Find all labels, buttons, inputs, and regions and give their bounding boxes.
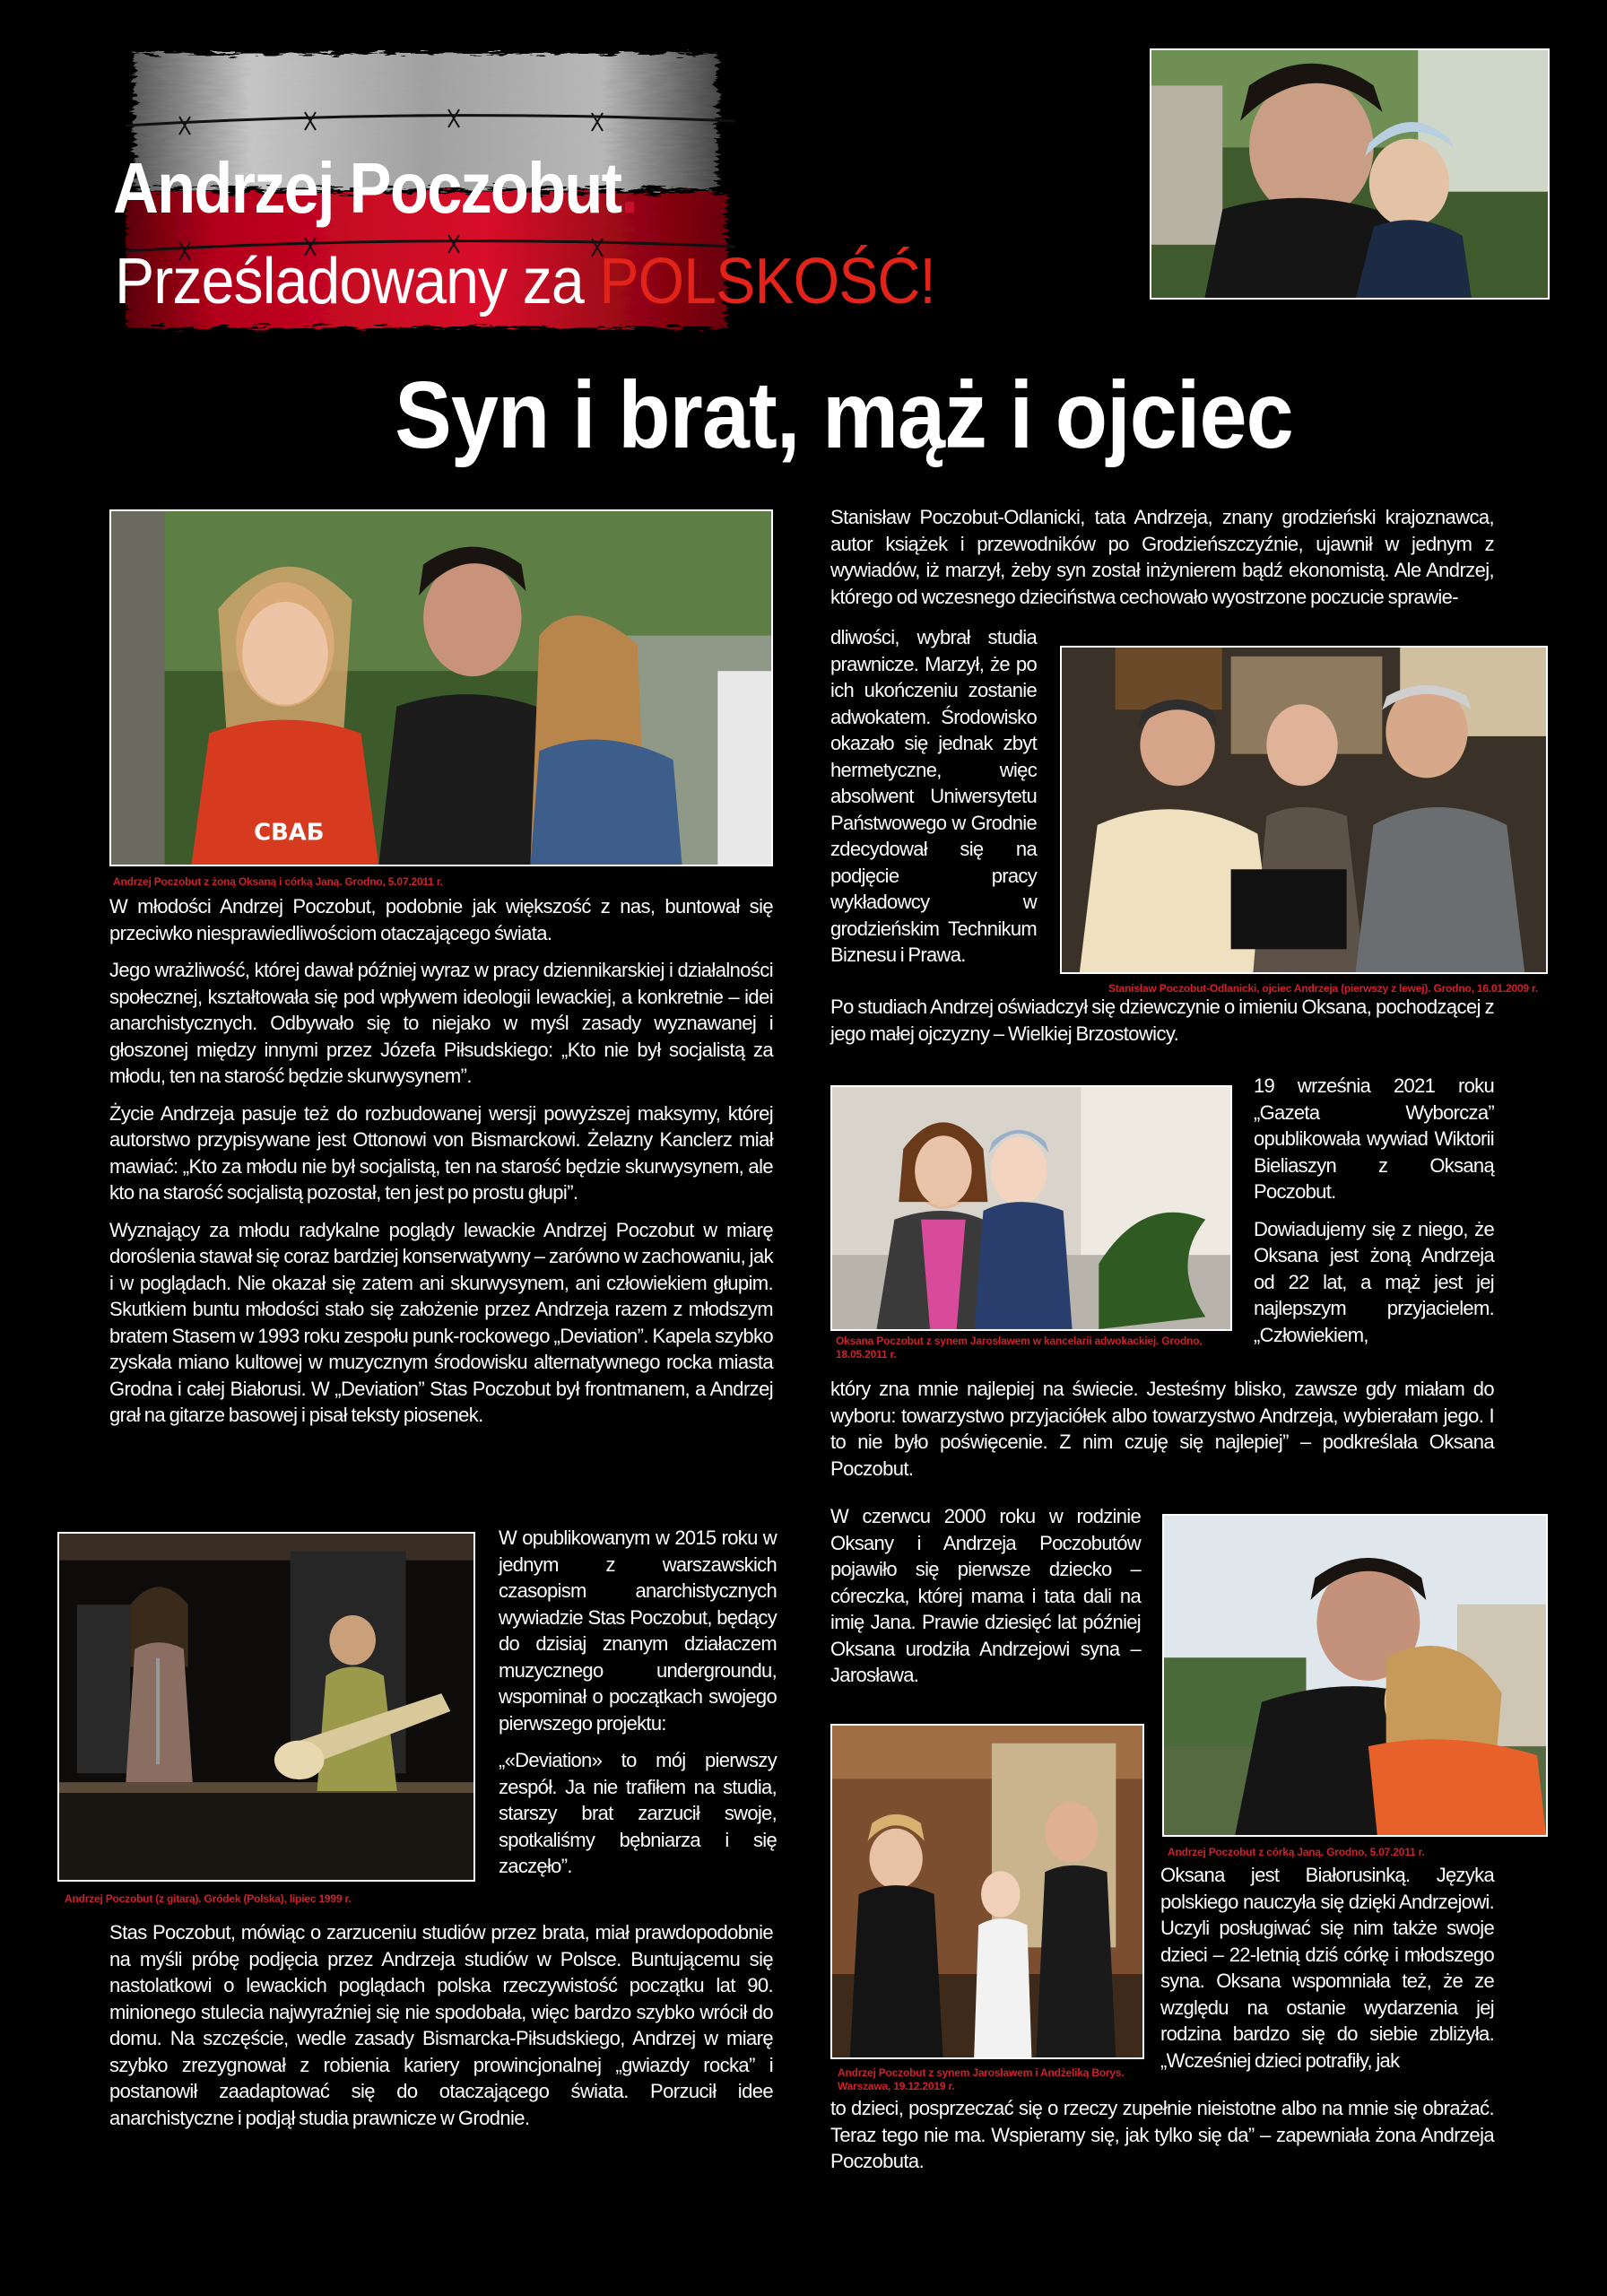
paragraph: W opublikowanym w 2015 roku w jednym z warszawskich czasopism anarchistycznych wywiadzie Stas Poczobut, będący do dzisiaj znanym działaczem muzycznego undergroundu, wspominał o początkach swojego pierwszego projektu: [499,1526,777,1735]
photo-poczobut-with-son [1150,48,1550,300]
header-subtitle-pre: Prześladowany za [115,246,600,317]
paragraph: W czerwcu 2000 roku w rodzinie Oksany i Andrzeja Poczobutów pojawiło się pierwsze dziecko – córeczka, której mama i tata dali na imię Jana. Prawie dziesięć lat później Oksana urodziła Andrzejowi syna – Jarosława. [830,1505,1141,1686]
right-text-children [830,1503,1141,1689]
right-text-studies [830,624,1037,969]
photo-son-and-andzelika-borys [830,1724,1144,2059]
paragraph: Jego wrażliwość, której dawał później wyraz w pracy dziennikarskiej i działalności społecznej, kształtowała się pod wpływem ideologii lewackiej, a konkretnie – idei anarchistycznych. Odbywało się to niejako w myśl zasady wyznawanej i głoszonej między innymi przez Józefa Piłsudskiego: „Kto nie był socjalistą za młodu, ten na starość będzie skurwysynem”. [109,959,773,1087]
right-text-belarusian [1160,1862,1494,2074]
caption-stanislaw-father: Stanisław Poczobut-Odlanicki, ojciec Andrzeja (pierwszy z lewej). Grodno, 16.01.2009 r. [1108,982,1538,995]
paragraph: Dowiadujemy się z niego, że Oksana jest żoną Andrzeja od 22 lat, a mąż jest jej najlepszym przyjacielem. „Człowiekiem, [1254,1217,1494,1346]
paragraph: dliwości, wybrał studia prawnicze. Marzył, że po ich ukończeniu zostanie adwokatem. Środowisko okazało się jednak zbyt hermetyczne, więc absolwent Uniwersytetu Państwowego w Grodnie zdecydował się na podjęcie pracy wykładowcy w grodzieńskim Technikum Biznesu i Prawa. [830,626,1037,966]
paragraph: Stanisław Poczobut-Odlanicki, tata Andrzeja, znany grodzieński krajoznawca, autor książek i przewodników po Grodzieńszczyźnie, ujawnił w jednym z wywiadów, iż marzył, żeby syn został inżynierem bądź ekonomistą. Ale Andrzej, którego od wczesnego dzieciństwa cechowało wyostrzone poczucie sprawie- [830,506,1494,608]
header-subtitle [115,246,935,317]
paragraph: który zna mnie najlepiej na świecie. Jesteśmy blisko, zawsze gdy miałam do wyboru: towarzystwo przyjaciółek albo towarzystwo Andrzeja, wybierałam jego. I to nie było poświęcenie. Z nim czuję się najlepiej” – podkreślała Oksana Poczobut. [830,1378,1494,1480]
caption-family-oksana-jana: Andrzej Poczobut z żoną Oksaną i córką Janą. Grodno, 5.07.2011 r. [113,875,443,888]
caption-andrzej-with-daughter: Andrzej Poczobut z córką Janą. Grodno, 5.07.2011 r. [1168,1846,1425,1858]
right-text-closing [830,2095,1494,2175]
paragraph: Stas Poczobut, mówiąc o zarzuceniu studiów przez brata, miał prawdopodobnie na myśli próbę podjęcia przez Andrzeja studiów w Polsce. Buntującemu się nastolatkowi o lewackich poglądach polska rzeczywistość początku lat 90. minionego stulecia najwyraźniej się nie spodobała, więc bardzo szybko wrócił do domu. Na szczęście, wedle zasady Bismarcka-Piłsudskiego, Andrzej w miarę szybko zrezygnował z robienia kariery prowincjonalnej „gwiazdy rocka” i postanowił zaadaptować się do otaczającego świata. Porzucił idee anarchistyczne i podjął studia prawnicze w Grodnie. [109,1921,773,2129]
right-text-interview [1254,1073,1494,1348]
paragraph: Życie Andrzeja pasuje też do rozbudowanej wersji powyższej maksymy, której autorstwo przypisywane jest Ottonowi von Bismarckowi. Żelazny Kanclerz miał mawiać: „Kto za młodu nie był socjalistą, ten na starość będzie skurwysynem, ale kto na starość socjalistą pozostał, ten jest po prostu głupi”. [109,1101,773,1204]
caption-concert-deviation: Andrzej Poczobut (z gitarą). Gródek (Polska), lipiec 1999 r. [65,1892,352,1905]
left-text-interview [499,1525,777,1880]
photo-stanislaw-father [1060,646,1548,974]
header-name: Andrzej Poczobut. [113,148,638,228]
right-text-engagement [830,994,1494,1047]
caption-son-and-andzelika-borys: Andrzej Poczobut z synem Jarosławem i Andżeliką Borys. Warszawa, 19.12.2019 r. [838,2066,1125,2092]
paragraph: W młodości Andrzej Poczobut, podobnie jak większość z nas, buntował się przeciwko niesprawiedliwościom otaczającego świata. [109,895,773,944]
header-subtitle-red: POLSKOŚĆ! [599,246,935,317]
photo-concert-deviation [57,1532,475,1882]
paragraph: Oksana jest Białorusinką. Języka polskiego nauczyła się dzięki Andrzejowi. Uczyli posługiwać się nim także swoje dzieci – 22-letnią dziś córkę i młodszego syna. Oksana wspomniała też, że ze względu na ostanie wydarzenia jej rodzina bardzo się do siebie zbliżyła. „Wcześniej dzieci potrafiły, jak [1160,1864,1494,2072]
paragraph: Po studiach Andrzej oświadczył się dziewczynie o imieniu Oksana, pochodzącej z jego małej ojczyzny – Wielkiej Brzostowicy. [830,996,1494,1045]
photo-andrzej-with-daughter [1162,1514,1548,1837]
paragraph: to dzieci, posprzeczać się o rzeczy zupełnie nieistotne albo na mnie się obrażać. Teraz tego nie ma. Wspieramy się, jak tylko się da” – zapewniała żona Andrzeja Poczobuta. [830,2097,1494,2172]
photo-family-oksana-jana [109,509,773,866]
svg-text:СВАБ: СВАБ [254,819,325,847]
left-text-block-2 [109,1919,773,2131]
quote-paragraph: „«Deviation» to mój pierwszy zespół. Ja nie trafiłem na studia, starszy brat zarzucił swoje, spotkaliśmy bębniarza i się zaczęło”. [499,1749,777,1877]
photo-oksana-with-son [830,1085,1232,1331]
article-title: Syn i brat, mąż i ojciec [395,362,1293,468]
header-name-dot: . [621,148,638,228]
right-text-quote [830,1376,1494,1482]
left-text-block-1 [109,893,773,1429]
paragraph: Wyznający za młodu radykalne poglądy lewackie Andrzej Poczobut w miarę dorośleniа stawał się coraz bardziej konserwatywny – zarówno w zachowaniu, jak i w poglądach. Nie okazał się zatem ani skurwysynem, ani człowiekiem głupim. Skutkiem buntu młodości stało się założenie przez Andrzeja razem z młodszym bratem Stasem w 1993 roku zespołu punk-rockowego „Deviation”. Kapela szybko zyskała miano kultowej w muzycznym środowisku alternatywnego rocka miasta Grodna i całej Białorusi. W „Deviation” Stas Poczobut był frontmanem, a Andrzej grał na gitarze basowej i pisał teksty piosenek. [109,1218,773,1426]
paragraph: 19 września 2021 roku „Gazeta Wyborcza” opublikowała wywiad Wiktorii Bieliaszyn z Oksaną Poczobut. [1254,1074,1494,1203]
caption-oksana-with-son: Oksana Poczobut z synem Jarosławem w kancelarii adwokackiej. Grodno, 18.05.2011 r. [836,1335,1203,1361]
right-text-intro [830,504,1494,610]
